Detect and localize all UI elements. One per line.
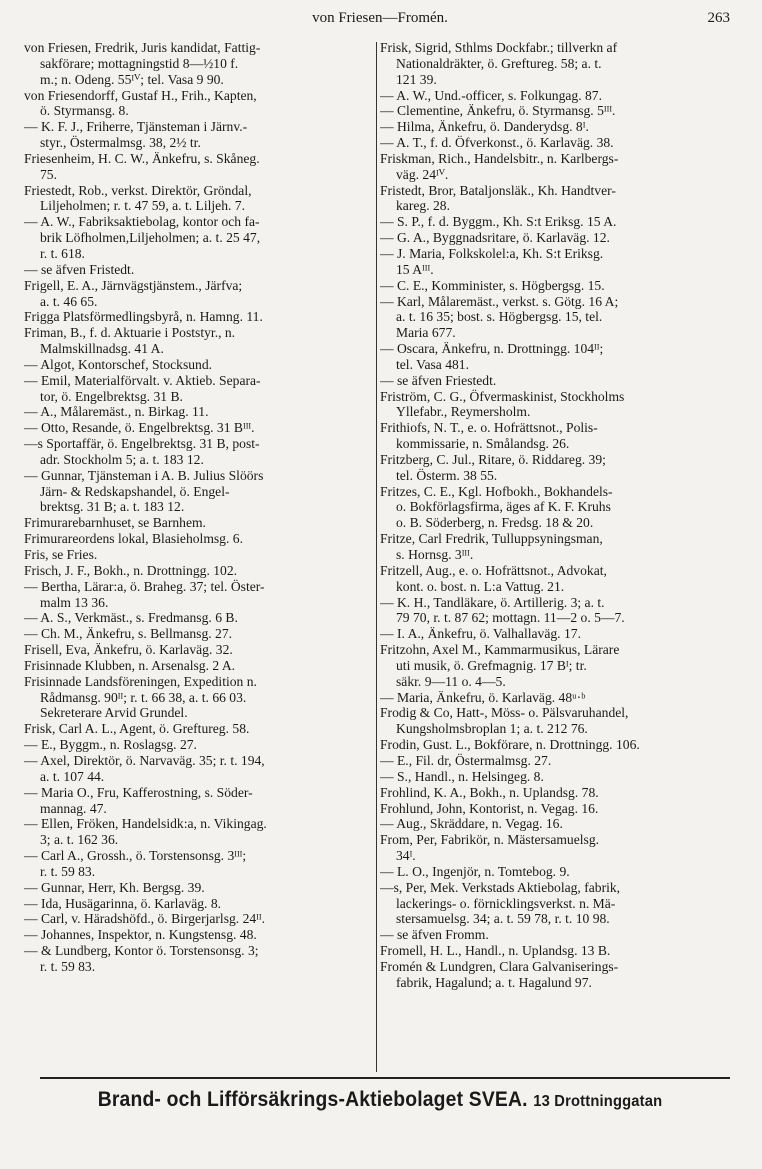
entry-continuation: styr., Östermalmsg. 38, 2½ tr. bbox=[40, 135, 201, 151]
directory-entry bbox=[380, 103, 730, 119]
directory-entry bbox=[24, 848, 374, 880]
entry-continuation: lackerings- o. förnicklingsverkst. n. Mä- bbox=[396, 895, 616, 911]
entry-line: —s, Per, Mek. Verkstads Aktiebolag, fabrik, bbox=[380, 879, 621, 895]
footer-ad-text: Brand- och Lifförsäkrings-Aktiebolaget SVEA. bbox=[97, 1088, 528, 1111]
entry-continuation: Malmskillnadsg. 41 A. bbox=[40, 341, 164, 357]
entry-line: — S. P., f. d. Byggm., Kh. S:t Eriksg. 15 A. bbox=[380, 214, 617, 230]
entry-continuation: a. t. 16 35; bost. s. Högbergsg. 15, tel. bbox=[396, 309, 603, 325]
entry-line: Fritzell, Aug., e. o. Hofrättsnot., Advokat, bbox=[380, 562, 607, 578]
directory-entry bbox=[380, 214, 730, 230]
directory-entry bbox=[380, 943, 730, 959]
directory-entry bbox=[24, 373, 374, 405]
directory-entry bbox=[24, 896, 374, 912]
entry-line: Frithiofs, N. T., e. o. Hofrättsnot., Polis- bbox=[380, 420, 598, 436]
entry-continuation: Liljeholmen; r. t. 47 59, a. t. Liljeh. 7. bbox=[40, 198, 246, 214]
entry-continuation: brektsg. 31 B; a. t. 183 12. bbox=[40, 499, 185, 515]
directory-entry bbox=[24, 753, 374, 785]
entry-continuation: s. Hornsg. 3ᴵᴵᴵ. bbox=[396, 547, 474, 562]
directory-entry bbox=[380, 135, 730, 151]
entry-line: Fritzohn, Axel M., Kammarmusikus, Lärare bbox=[380, 642, 620, 658]
entry-line: — K. H., Tandläkare, ö. Artillerig. 3; a. t. bbox=[380, 594, 605, 610]
directory-entry bbox=[380, 832, 730, 864]
directory-entry bbox=[24, 357, 374, 373]
page-header bbox=[30, 10, 730, 30]
entry-line: — Axel, Direktör, ö. Narvaväg. 35; r. t. 194, bbox=[24, 752, 265, 768]
entry-line: From, Per, Fabrikör, n. Mästersamuelsg. bbox=[380, 832, 600, 848]
entry-line: Frisell, Eva, Änkefru, ö. Karlaväg. 32. bbox=[24, 642, 233, 658]
directory-entry bbox=[24, 262, 374, 278]
entry-line: — Bertha, Lärar:a, ö. Braheg. 37; tel. Öster- bbox=[24, 578, 265, 594]
entry-line: Frigell, E. A., Järnvägstjänstem., Järfva; bbox=[24, 277, 243, 293]
directory-entry bbox=[380, 452, 730, 484]
entry-line: — se äfven Friestedt. bbox=[380, 372, 497, 388]
directory-entry bbox=[24, 436, 374, 468]
entry-line: — Ch. M., Änkefru, s. Bellmansg. 27. bbox=[24, 626, 233, 642]
page-number: 263 bbox=[707, 10, 730, 26]
directory-entry bbox=[380, 420, 730, 452]
entry-continuation: 121 39. bbox=[396, 71, 437, 87]
entry-line: Fritzberg, C. Jul., Ritare, ö. Riddareg. 39; bbox=[380, 451, 606, 467]
entry-continuation: sakförare; mottagningstid 8—½10 f. bbox=[40, 55, 239, 71]
entry-line: — G. A., Byggnadsritare, ö. Karlaväg. 12. bbox=[380, 230, 610, 246]
entry-line: — Hilma, Änkefru, ö. Danderydsg. 8ᴵ. bbox=[380, 119, 589, 135]
directory-entry bbox=[380, 278, 730, 294]
entry-continuation: 79 70, r. t. 87 62; mottagn. 11—2 o. 5—7. bbox=[396, 610, 625, 626]
directory-entry bbox=[24, 278, 374, 310]
entry-line: Frisinnade Klubben, n. Arsenalsg. 2 A. bbox=[24, 657, 236, 673]
entry-continuation: 3; a. t. 162 36. bbox=[40, 832, 119, 848]
entry-continuation: stersamuelsg. 34; a. t. 59 78, r. t. 10 98. bbox=[396, 911, 610, 927]
footer-rule bbox=[40, 1077, 730, 1079]
entry-line: — Gunnar, Herr, Kh. Bergsg. 39. bbox=[24, 879, 205, 895]
entry-line: — se äfven Fristedt. bbox=[24, 261, 135, 277]
entry-continuation: Kungsholmsbroplan 1; a. t. 212 76. bbox=[396, 721, 588, 737]
directory-entry bbox=[380, 563, 730, 595]
entry-line: — C. E., Komminister, s. Högbergsg. 15. bbox=[380, 277, 605, 293]
directory-entry bbox=[24, 880, 374, 896]
entry-line: — Clementine, Änkefru, ö. Styrmansg. 5ᴵᴵᴵ. bbox=[380, 103, 616, 119]
directory-entry bbox=[24, 183, 374, 215]
entry-line: — Johannes, Inspektor, n. Kungstensg. 48. bbox=[24, 927, 257, 943]
directory-entry bbox=[380, 373, 730, 389]
entry-continuation: 75. bbox=[40, 166, 57, 182]
entry-line: — Carl A., Grossh., ö. Torstensonsg. 3ᴵᴵᴵ; bbox=[24, 848, 247, 864]
directory-entry bbox=[24, 40, 374, 88]
directory-entry bbox=[24, 721, 374, 737]
directory-entry bbox=[24, 579, 374, 611]
directory-entry bbox=[380, 769, 730, 785]
entry-continuation: kont. o. bost. n. L:a Vattug. 21. bbox=[396, 578, 565, 594]
entry-continuation: tor, ö. Engelbrektsg. 31 B. bbox=[40, 388, 183, 404]
entry-line: — Maria, Änkefru, ö. Karlaväg. 48ᵘ·ᵇ bbox=[380, 689, 586, 705]
entry-line: von Friesen, Fredrik, Juris kandidat, Fattig- bbox=[24, 40, 261, 55]
entry-line: — J. Maria, Folkskolel:a, Kh. S:t Eriksg. bbox=[380, 245, 604, 261]
entry-line: — Aug., Skräddare, n. Vegag. 16. bbox=[380, 816, 563, 832]
directory-entry bbox=[24, 610, 374, 626]
entry-line: Friesenheim, H. C. W., Änkefru, s. Skåneg. bbox=[24, 150, 260, 166]
entry-continuation: Nationaldräkter, ö. Greftureg. 58; a. t. bbox=[396, 55, 602, 71]
entry-line: Friman, B., f. d. Aktuarie i Poststyr., n. bbox=[24, 325, 236, 341]
column-divider bbox=[376, 42, 377, 1072]
entry-continuation: adr. Stockholm 5; a. t. 183 12. bbox=[40, 451, 204, 467]
directory-entry bbox=[380, 531, 730, 563]
entry-continuation: Järn- & Redskapshandel, ö. Engel- bbox=[40, 483, 230, 499]
entry-continuation: tel. Österm. 38 55. bbox=[396, 467, 498, 483]
entry-line: — Karl, Målaremäst., verkst. s. Götg. 16 A; bbox=[380, 293, 619, 309]
entry-line: — Maria O., Fru, Kafferostning, s. Söder- bbox=[24, 784, 253, 800]
directory-entry bbox=[380, 626, 730, 642]
entry-continuation: o. B. Söderberg, n. Fredsg. 18 & 20. bbox=[396, 515, 594, 531]
entry-continuation: Yllefabr., Reymersholm. bbox=[396, 404, 531, 420]
directory-entry bbox=[380, 880, 730, 928]
directory-entry bbox=[380, 183, 730, 215]
directory-entry bbox=[380, 864, 730, 880]
directory-entry bbox=[380, 119, 730, 135]
directory-entry bbox=[24, 214, 374, 262]
entry-line: — Emil, Materialförvalt. v. Aktieb. Separa- bbox=[24, 372, 261, 388]
directory-entry bbox=[380, 230, 730, 246]
directory-entry bbox=[380, 690, 730, 706]
entry-line: Friestedt, Rob., verkst. Direktör, Gröndal, bbox=[24, 182, 252, 198]
directory-entry bbox=[380, 959, 730, 991]
directory-entry bbox=[380, 341, 730, 373]
entry-line: — Carl, v. Häradshöfd., ö. Birgerjarlsg. 24ᴵᴵ. bbox=[24, 911, 266, 927]
entry-line: — se äfven Fromm. bbox=[380, 927, 489, 943]
directory-entry bbox=[380, 737, 730, 753]
entry-line: Fristedt, Bror, Bataljonsläk., Kh. Handtver- bbox=[380, 182, 616, 198]
directory-entry bbox=[380, 816, 730, 832]
entry-line: — S., Handl., n. Helsingeg. 8. bbox=[380, 768, 544, 784]
entry-line: — Oscara, Änkefru, n. Drottningg. 104ᴵᴵ; bbox=[380, 341, 604, 357]
entry-line: Friström, C. G., Öfvermaskinist, Stockholms bbox=[380, 388, 625, 404]
entry-continuation: a. t. 46 65. bbox=[40, 293, 98, 309]
directory-entry bbox=[380, 151, 730, 183]
entry-line: Fromén & Lundgren, Clara Galvaniserings- bbox=[380, 958, 619, 974]
entry-line: von Friesendorff, Gustaf H., Frih., Kapten, bbox=[24, 87, 257, 103]
entry-line: — A., Målaremäst., n. Birkag. 11. bbox=[24, 404, 209, 420]
entry-continuation: tel. Vasa 481. bbox=[396, 356, 469, 372]
entry-continuation: fabrik, Hagalund; a. t. Hagalund 97. bbox=[396, 974, 592, 990]
entry-line: — A. W., Und.-officer, s. Folkungag. 87. bbox=[380, 87, 602, 103]
entry-line: Fritze, Carl Fredrik, Tulluppsyningsman, bbox=[380, 531, 603, 547]
directory-entry bbox=[24, 563, 374, 579]
directory-entry bbox=[24, 674, 374, 722]
footer-advertisement bbox=[49, 1088, 711, 1112]
directory-entry bbox=[380, 88, 730, 104]
right-column bbox=[380, 40, 730, 991]
directory-entry bbox=[24, 119, 374, 151]
directory-entry bbox=[24, 911, 374, 927]
entry-line: — A. T., f. d. Öfverkonst., ö. Karlaväg. 38. bbox=[380, 135, 614, 151]
entry-line: Frisch, J. F., Bokh., n. Drottningg. 102. bbox=[24, 562, 238, 578]
entry-line: — A. S., Verkmäst., s. Fredmansg. 6 B. bbox=[24, 610, 238, 626]
entry-continuation: 15 Aᴵᴵᴵ. bbox=[396, 261, 434, 277]
directory-entry bbox=[24, 642, 374, 658]
directory-entry bbox=[380, 246, 730, 278]
entry-continuation: r. t. 59 83. bbox=[40, 863, 96, 879]
entry-line: — Otto, Resande, ö. Engelbrektsg. 31 Bᴵᴵᴵ. bbox=[24, 420, 255, 436]
entry-line: — E., Fil. dr, Östermalmsg. 27. bbox=[380, 752, 552, 768]
entry-continuation: a. t. 107 44. bbox=[40, 768, 105, 784]
entry-continuation: ö. Styrmansg. 8. bbox=[40, 103, 129, 119]
entry-line: Fris, se Fries. bbox=[24, 547, 98, 562]
entry-continuation: Maria 677. bbox=[396, 325, 456, 341]
entry-line: —s Sportaffär, ö. Engelbrektsg. 31 B, post- bbox=[24, 436, 260, 452]
entry-line: — Algot, Kontorschef, Stocksund. bbox=[24, 356, 213, 372]
entry-line: Frisk, Carl A. L., Agent, ö. Greftureg. 58. bbox=[24, 721, 250, 737]
directory-entry bbox=[380, 294, 730, 342]
entry-line: — & Lundberg, Kontor ö. Torstensonsg. 3; bbox=[24, 943, 259, 959]
entry-line: Frimurareordens lokal, Blasieholmsg. 6. bbox=[24, 531, 243, 547]
running-title: von Friesen—Fromén. bbox=[312, 10, 448, 26]
entry-continuation: Rådmansg. 90ᴵᴵ; r. t. 66 38, a. t. 66 03. bbox=[40, 689, 247, 705]
entry-line: Frigga Platsförmedlingsbyrå, n. Hamng. 11. bbox=[24, 309, 263, 325]
entry-continuation: malm 13 36. bbox=[40, 594, 109, 610]
entry-line: Frohlund, John, Kontorist, n. Vegag. 16. bbox=[380, 800, 599, 816]
entry-continuation: mannag. 47. bbox=[40, 800, 107, 816]
entry-line: Frodin, Gust. L., Bokförare, n. Drottningg. 106. bbox=[380, 737, 640, 753]
entry-line: — Ida, Husägarinna, ö. Karlaväg. 8. bbox=[24, 895, 222, 911]
entry-line: — L. O., Ingenjör, n. Tomtebog. 9. bbox=[380, 863, 570, 879]
footer-address: 13 Drottninggatan bbox=[533, 1093, 663, 1110]
entry-continuation: r. t. 59 83. bbox=[40, 958, 96, 974]
entry-continuation: väg. 24ᴵⱽ. bbox=[396, 166, 449, 182]
directory-entry bbox=[24, 785, 374, 817]
entry-line: Frisinnade Landsföreningen, Expedition n. bbox=[24, 673, 257, 689]
entry-continuation: kommissarie, n. Smålandsg. 26. bbox=[396, 436, 570, 452]
directory-entry bbox=[380, 705, 730, 737]
entry-continuation: brik Löfholmen,Liljeholmen; a. t. 25 47, bbox=[40, 230, 261, 246]
entry-continuation: m.; n. Odeng. 55ᴵⱽ; tel. Vasa 9 90. bbox=[40, 71, 224, 87]
directory-entry bbox=[380, 801, 730, 817]
left-column bbox=[24, 40, 374, 975]
entry-continuation: r. t. 618. bbox=[40, 245, 85, 261]
entry-line: — E., Byggm., n. Roslagsg. 27. bbox=[24, 737, 197, 753]
entry-line: Fromell, H. L., Handl., n. Uplandsg. 13 B. bbox=[380, 943, 611, 959]
directory-entry bbox=[380, 389, 730, 421]
directory-entry bbox=[24, 151, 374, 183]
directory-entry bbox=[24, 943, 374, 975]
directory-entry bbox=[380, 40, 730, 88]
entry-continuation: Sekreterare Arvid Grundel. bbox=[40, 705, 188, 721]
entry-continuation: uti musik, ö. Grefmagnig. 17 Bᴵ; tr. bbox=[396, 657, 587, 673]
directory-entry bbox=[24, 927, 374, 943]
directory-entry bbox=[380, 642, 730, 690]
entry-line: Frimurarebarnhuset, se Barnhem. bbox=[24, 515, 206, 531]
entry-line: Friskman, Rich., Handelsbitr., n. Karlbergs- bbox=[380, 150, 619, 166]
entry-continuation: kareg. 28. bbox=[396, 198, 450, 214]
entry-line: — Ellen, Fröken, Handelsidk:a, n. Vikingag. bbox=[24, 816, 267, 832]
directory-entry bbox=[380, 595, 730, 627]
directory-entry bbox=[380, 785, 730, 801]
entry-line: Frohlind, K. A., Bokh., n. Uplandsg. 78. bbox=[380, 784, 599, 800]
directory-entry bbox=[24, 325, 374, 357]
directory-entry bbox=[24, 658, 374, 674]
entry-line: Frisk, Sigrid, Sthlms Dockfabr.; tillverkn af bbox=[380, 40, 618, 55]
directory-entry bbox=[24, 420, 374, 436]
directory-entry bbox=[24, 404, 374, 420]
directory-entry bbox=[380, 927, 730, 943]
directory-entry bbox=[24, 626, 374, 642]
directory-entry bbox=[24, 309, 374, 325]
entry-line: Frodig & Co, Hatt-, Möss- o. Pälsvaruhandel, bbox=[380, 705, 629, 721]
entry-line: — Gunnar, Tjänsteman i A. B. Julius Slöörs bbox=[24, 467, 264, 483]
directory-entry bbox=[380, 753, 730, 769]
entry-line: — K. F. J., Friherre, Tjänsteman i Järnv.- bbox=[24, 119, 248, 135]
directory-entry bbox=[24, 816, 374, 848]
directory-entry bbox=[380, 484, 730, 532]
entry-line: — A. W., Fabriksaktiebolag, kontor och fa- bbox=[24, 214, 260, 230]
directory-entry bbox=[24, 737, 374, 753]
entry-line: Fritzes, C. E., Kgl. Hofbokh., Bokhandels- bbox=[380, 483, 613, 499]
directory-entry bbox=[24, 531, 374, 547]
entry-continuation: 34ᴵ. bbox=[396, 848, 416, 864]
entry-continuation: o. Bokförlagsfirma, äges af K. F. Kruhs bbox=[396, 499, 611, 515]
directory-entry bbox=[24, 547, 374, 563]
entry-line: — I. A., Änkefru, ö. Valhallaväg. 17. bbox=[380, 626, 581, 642]
directory-entry bbox=[24, 515, 374, 531]
directory-entry bbox=[24, 88, 374, 120]
entry-continuation: säkr. 9—11 o. 4—5. bbox=[396, 673, 506, 689]
directory-entry bbox=[24, 468, 374, 516]
